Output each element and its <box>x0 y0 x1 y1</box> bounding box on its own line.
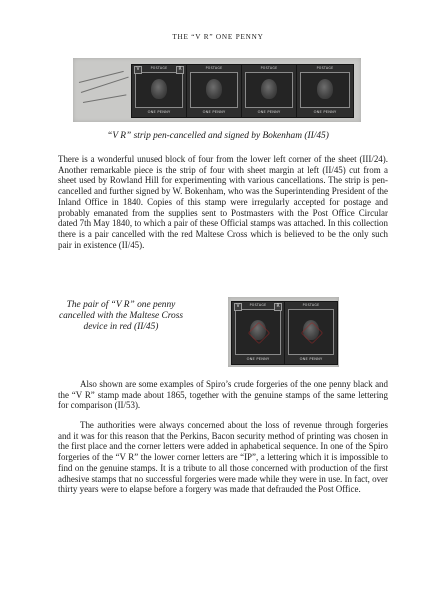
pair-of-stamps-photo <box>228 297 339 367</box>
pair-caption: The pair of “V R” one penny cancelled with the Maltese Cross device in red (II/45) <box>58 300 184 332</box>
stamp-bottom-text: ONE PENNY <box>147 110 171 114</box>
queen-head-icon <box>317 79 333 99</box>
body-paragraph: There is a wonderful unused block of four from the lower left corner of the sheet (III/24). Another remarkable piece is the strip of four with sheet margin at left (II/45) cut from a sheet used by Rowland Hill for experimenting with various cancellations. The strip is pen-cancelled and further signed by W. Bokenham, who was the Superintending President of the Inland Office in 1840. Copies of this stamp were irregularly accepted for postage and probably emanated from the supplies sent to Postmasters with the Post Office Circular dated 7th May 1840, to which a pair of these Official stamps was attached. In this collection there is a pair cancelled with the red Maltese Cross which is believed to be the only such pair in existence (II/45). <box>58 154 388 250</box>
stamp-bottom-text: ONE PENNY <box>202 110 226 114</box>
corner-letter: V <box>134 66 142 74</box>
pen-stroke <box>83 94 127 103</box>
stamp-top-text: POSTAGE <box>205 66 223 70</box>
body-paragraph: The authorities were always concerned about the loss of revenue through forgeries and it was for this reason that the Perkins, Bacon security method of printing was chosen in the first place and the corner letters were added in aphabetical sequence. In one of the Spiro forgeries of the “V R” the lower corner letters are “IP”, a lettering which it is impossible to find on the genuine stamps. It is a tribute to all those concerned with production of the first adhesive stamps that no successful forgeries were made while they were in use. In fact, over thirty years were to elapse before a forgery was made that defrauded the Post Office. <box>58 420 388 495</box>
stamp-top-text: POSTAGE <box>249 303 267 307</box>
stamp-bottom-text: ONE PENNY <box>299 357 323 361</box>
queen-head-icon <box>151 79 167 99</box>
body-paragraph: Also shown are some examples of Spiro’s crude forgeries of the one penny black and the “V R” stamp made about 1865, together with the genuine stamps of the same lettering for comparison (II/53). <box>58 379 388 411</box>
queen-head-icon <box>261 79 277 99</box>
stamp-bottom-text: ONE PENNY <box>246 357 270 361</box>
stamp-bottom-text: ONE PENNY <box>257 110 281 114</box>
corner-letter: R <box>274 303 282 311</box>
stamp <box>186 64 242 118</box>
running-title: THE “V R” ONE PENNY <box>172 33 264 41</box>
strip-caption: “V R” strip pen-cancelled and signed by Bokenham (II/45) <box>107 131 329 141</box>
stamp <box>131 64 187 118</box>
corner-letter: V <box>234 303 242 311</box>
stamp-top-text: POSTAGE <box>302 303 320 307</box>
corner-letter: R <box>176 66 184 74</box>
stamp <box>296 64 354 118</box>
stamp <box>231 301 285 365</box>
stamp <box>241 64 297 118</box>
stamp-bottom-text: ONE PENNY <box>313 110 337 114</box>
queen-head-icon <box>206 79 222 99</box>
stamp <box>284 301 338 365</box>
stamp-top-text: POSTAGE <box>260 66 278 70</box>
strip-of-four-photo <box>73 58 361 122</box>
stamp-top-text: POSTAGE <box>150 66 168 70</box>
stamp-top-text: POSTAGE <box>316 66 334 70</box>
